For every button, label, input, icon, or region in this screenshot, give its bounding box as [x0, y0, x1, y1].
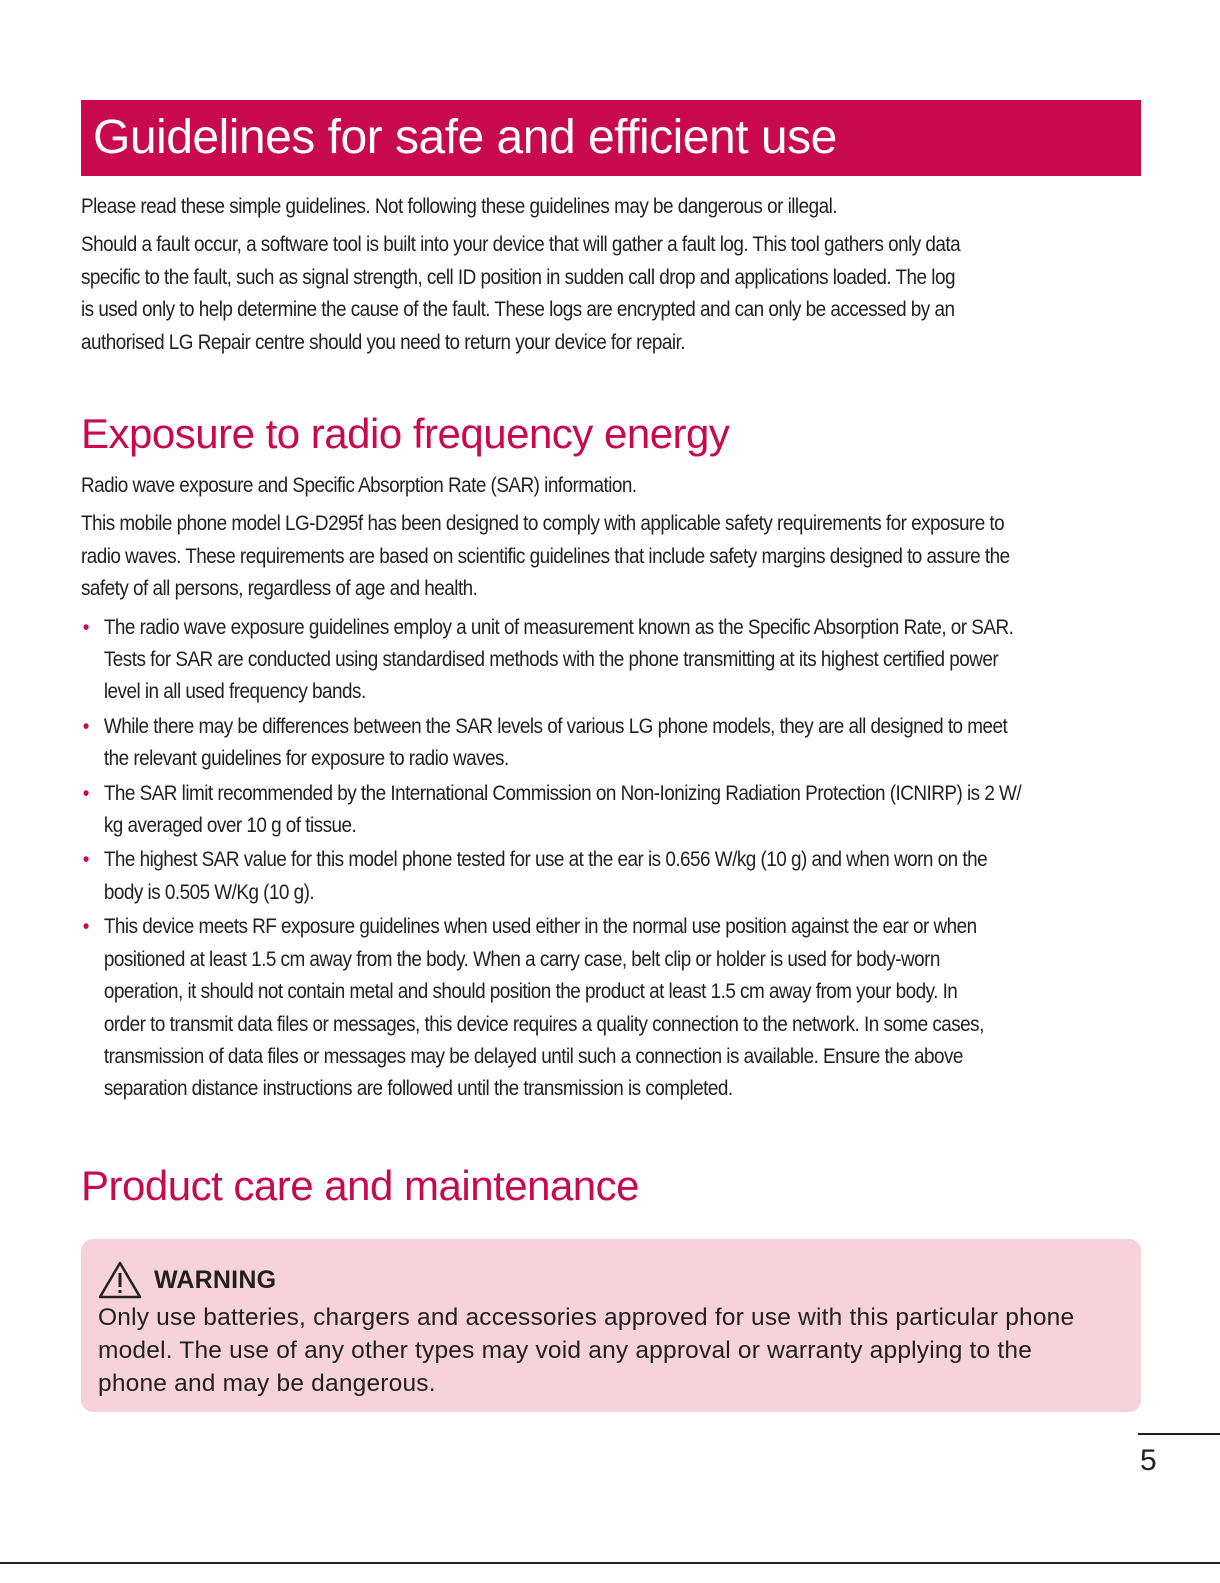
bottom-divider: [0, 1562, 1220, 1564]
warning-title: WARNING: [154, 1265, 277, 1294]
bullet-icon: •: [82, 614, 89, 639]
list-item: • The radio wave exposure guidelines employ a unit of measurement known as the Specific Absorption Rate, or SAR. Tests for SAR are conducted using standardised methods with the phone transmitting at its highest certified power level in all used frequency bands.: [81, 611, 1146, 708]
section-title-rf-exposure: Exposure to radio frequency energy: [81, 410, 730, 457]
intro-paragraph-2: Should a fault occur, a software tool is built into your device that will gather a fault log. This tool gathers only data specific to the fault, such as signal strength, cell ID position in sudden call drop and applications loaded. The log is used only to help determine the cause of the fault. These logs are encrypted and can only be accessed by an authorised LG Repair centre should you need to return your device for repair.: [81, 232, 961, 354]
bullet-icon: •: [82, 847, 89, 872]
warning-box: [81, 1239, 1141, 1412]
intro-text: [81, 190, 1016, 364]
list-item: • This device meets RF exposure guidelines when used either in the normal use position against the ear or when positioned at least 1.5 cm away from the body. When a carry case, belt clip or holder is used for body-worn operation, it should not contain metal and should position the product at least 1.5 cm away from your body. In order to transmit data files or messages, this device requires a quality connection to the network. In some cases, transmission of data files or messages may be delayed until such a connection is available. Ensure the above separation distance instructions are followed until the transmission is completed.: [81, 910, 1146, 1104]
page-header-bar: [81, 100, 1141, 176]
bullet-icon: •: [82, 780, 89, 805]
page-number-rule: [1138, 1433, 1220, 1435]
bullet-icon: •: [82, 713, 89, 738]
page-number: 5: [1140, 1444, 1157, 1477]
warning-text: Only use batteries, chargers and accessories approved for use with this particular phone model. The use of any other types may void any approval or warranty applying to the phone and may be dangerous.: [98, 1304, 1075, 1397]
list-item: • While there may be differences between the SAR levels of various LG phone models, they are all designed to meet the relevant guidelines for exposure to radio waves.: [81, 710, 1146, 775]
intro-paragraph-1: Please read these simple guidelines. Not following these guidelines may be dangerous or illegal.: [81, 194, 838, 218]
list-item: • The highest SAR value for this model phone tested for use at the ear is 0.656 W/kg (10 g) and when worn on the body is 0.505 W/Kg (10 g).: [81, 843, 1146, 908]
rf-paragraph-1: Radio wave exposure and Specific Absorption Rate (SAR) information.: [81, 473, 637, 497]
list-item: • The SAR limit recommended by the International Commission on Non-Ionizing Radiation Protection (ICNIRP) is 2 W/ kg averaged over 10 g of tissue.: [81, 777, 1146, 842]
page-title: Guidelines for safe and efficient use: [93, 111, 837, 164]
bullet-icon: •: [82, 914, 89, 939]
section-title-product-care: Product care and maintenance: [81, 1162, 640, 1209]
rf-paragraph-2: This mobile phone model LG-D295f has been designed to comply with applicable safety requirements for exposure to radio waves. These requirements are based on scientific guidelines that include safety margins designed to assure the safety of all persons, regardless of age and health.: [81, 511, 1010, 601]
warning-header: [98, 1259, 1125, 1301]
warning-triangle-icon: [98, 1261, 142, 1299]
rf-section-text: [81, 469, 1022, 1107]
rf-bullet-list: [81, 611, 1146, 1105]
